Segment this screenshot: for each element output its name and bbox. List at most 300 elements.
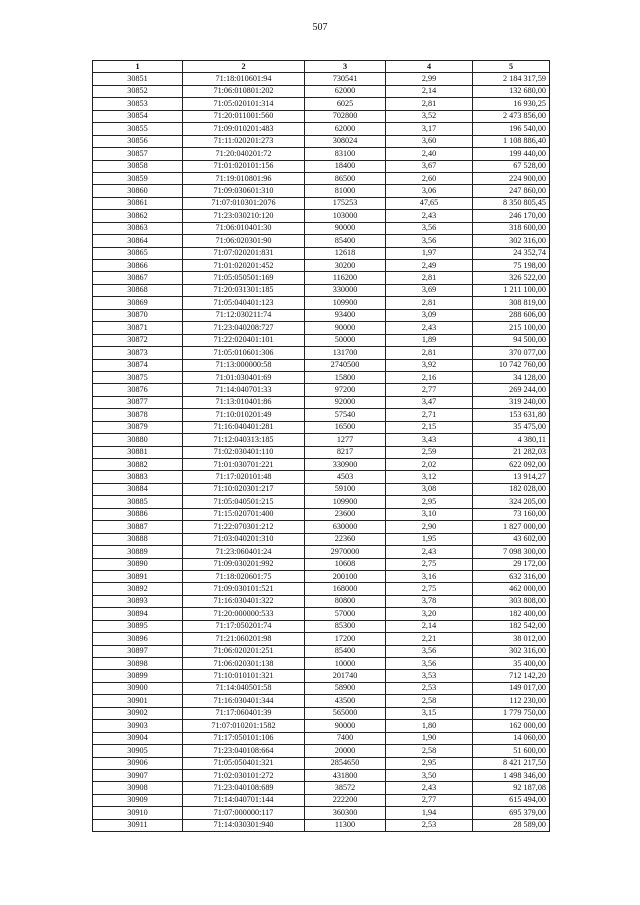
table-cell-col-3: 90000 <box>305 322 386 334</box>
table-cell-col-4: 3,20 <box>386 608 473 620</box>
table-cell-col-3: 38572 <box>305 782 386 794</box>
table-cell-col-3: 630000 <box>305 521 386 533</box>
table-cell-col-5: 302 316,00 <box>473 235 550 247</box>
table-row <box>93 135 550 147</box>
table-cell-col-2: 71:05:040401:123 <box>183 297 305 309</box>
table-cell-col-5: 13 914,27 <box>473 471 550 483</box>
table-cell-col-3: 308024 <box>305 135 386 147</box>
table-cell-col-2: 71:07:000000:117 <box>183 807 305 819</box>
table-cell-col-1: 30906 <box>93 757 183 769</box>
table-cell-col-2: 71:23:040108:664 <box>183 745 305 757</box>
table-cell-col-2: 71:17:050101:106 <box>183 732 305 744</box>
table-row <box>93 334 550 346</box>
table-cell-col-3: 16500 <box>305 421 386 433</box>
table-row <box>93 533 550 545</box>
table-cell-col-3: 93400 <box>305 309 386 321</box>
table-cell-col-2: 71:23:030210:120 <box>183 210 305 222</box>
table-cell-col-2: 71:22:020401:101 <box>183 334 305 346</box>
table-cell-col-1: 30904 <box>93 732 183 744</box>
table-cell-col-3: 59100 <box>305 483 386 495</box>
table-row <box>93 595 550 607</box>
table-cell-col-4: 3,43 <box>386 434 473 446</box>
table-cell-col-4: 2,49 <box>386 260 473 272</box>
table-cell-col-5: 632 316,00 <box>473 570 550 582</box>
table-cell-col-2: 71:18:020601:75 <box>183 570 305 582</box>
table-cell-col-5: 112 230,00 <box>473 695 550 707</box>
table-cell-col-1: 30885 <box>93 496 183 508</box>
table-cell-col-3: 4503 <box>305 471 386 483</box>
table-cell-col-4: 2,58 <box>386 745 473 757</box>
table-cell-col-5: 73 160,00 <box>473 508 550 520</box>
table-cell-col-5: 182 542,00 <box>473 620 550 632</box>
table-cell-col-2: 71:05:020101:314 <box>183 98 305 110</box>
table-row <box>93 123 550 135</box>
table-cell-col-3: 11300 <box>305 819 386 831</box>
table-cell-col-4: 2,81 <box>386 272 473 284</box>
table-cell-col-5: 196 540,00 <box>473 123 550 135</box>
table-cell-col-5: 132 680,00 <box>473 85 550 97</box>
table-cell-col-4: 3,56 <box>386 658 473 670</box>
table-cell-col-5: 622 092,00 <box>473 459 550 471</box>
table-cell-col-5: 462 000,00 <box>473 583 550 595</box>
table-cell-col-1: 30870 <box>93 309 183 321</box>
table-cell-col-3: 330900 <box>305 459 386 471</box>
table-row <box>93 185 550 197</box>
data-table <box>92 60 550 832</box>
table-cell-col-2: 71:01:020101:156 <box>183 160 305 172</box>
table-cell-col-5: 21 282,03 <box>473 446 550 458</box>
table-cell-col-2: 71:09:010201:483 <box>183 123 305 135</box>
table-cell-col-4: 3,09 <box>386 309 473 321</box>
table-row <box>93 757 550 769</box>
table-cell-col-4: 1,90 <box>386 732 473 744</box>
table-cell-col-2: 71:17:020101:48 <box>183 471 305 483</box>
table-cell-col-3: 12618 <box>305 247 386 259</box>
table-cell-col-3: 565000 <box>305 707 386 719</box>
table-cell-col-2: 71:20:000000:533 <box>183 608 305 620</box>
table-row <box>93 284 550 296</box>
table-cell-col-3: 222200 <box>305 794 386 806</box>
table-cell-col-1: 30889 <box>93 546 183 558</box>
table-cell-col-2: 71:15:020701:400 <box>183 508 305 520</box>
table-cell-col-4: 2,40 <box>386 148 473 160</box>
table-cell-col-5: 10 742 760,00 <box>473 359 550 371</box>
table-row <box>93 682 550 694</box>
table-row <box>93 85 550 97</box>
table-row <box>93 819 550 831</box>
table-cell-col-1: 30910 <box>93 807 183 819</box>
table-cell-col-1: 30864 <box>93 235 183 247</box>
table-cell-col-3: 97200 <box>305 384 386 396</box>
table-cell-col-5: 246 170,00 <box>473 210 550 222</box>
table-cell-col-2: 71:11:020201:273 <box>183 135 305 147</box>
table-row <box>93 210 550 222</box>
table-cell-col-3: 730541 <box>305 73 386 85</box>
table-cell-col-2: 71:17:060401:39 <box>183 707 305 719</box>
table-row <box>93 73 550 85</box>
table-cell-col-4: 3,52 <box>386 110 473 122</box>
table-row <box>93 247 550 259</box>
table-cell-col-1: 30883 <box>93 471 183 483</box>
table-cell-col-3: 6025 <box>305 98 386 110</box>
table-cell-col-2: 71:05:010601:306 <box>183 347 305 359</box>
table-cell-col-1: 30867 <box>93 272 183 284</box>
table-cell-col-5: 24 352,74 <box>473 247 550 259</box>
table-row <box>93 384 550 396</box>
table-cell-col-1: 30876 <box>93 384 183 396</box>
table-cell-col-4: 2,14 <box>386 620 473 632</box>
table-cell-col-3: 15800 <box>305 371 386 383</box>
table-row <box>93 782 550 794</box>
table-cell-col-2: 71:22:070301:212 <box>183 521 305 533</box>
table-cell-col-1: 30888 <box>93 533 183 545</box>
table-row <box>93 272 550 284</box>
table-cell-col-5: 16 930,25 <box>473 98 550 110</box>
table-row <box>93 670 550 682</box>
table-cell-col-3: 330000 <box>305 284 386 296</box>
table-cell-col-4: 47,65 <box>386 197 473 209</box>
table-cell-col-3: 86500 <box>305 172 386 184</box>
table-cell-col-2: 71:12:030211:74 <box>183 309 305 321</box>
table-row <box>93 160 550 172</box>
table-cell-col-3: 18400 <box>305 160 386 172</box>
table-cell-col-5: 199 440,00 <box>473 148 550 160</box>
table-cell-col-3: 90000 <box>305 720 386 732</box>
column-header-4: 4 <box>386 61 473 73</box>
table-cell-col-3: 85300 <box>305 620 386 632</box>
table-cell-col-5: 182 400,00 <box>473 608 550 620</box>
table-row <box>93 371 550 383</box>
table-cell-col-1: 30911 <box>93 819 183 831</box>
table-cell-col-3: 702800 <box>305 110 386 122</box>
table-cell-col-2: 71:13:010401:86 <box>183 396 305 408</box>
table-cell-col-3: 360300 <box>305 807 386 819</box>
table-cell-col-5: 2 184 317,59 <box>473 73 550 85</box>
table-cell-col-3: 62000 <box>305 123 386 135</box>
table-cell-col-5: 308 819,00 <box>473 297 550 309</box>
table-row <box>93 459 550 471</box>
table-cell-col-4: 2,77 <box>386 794 473 806</box>
table-cell-col-4: 2,75 <box>386 583 473 595</box>
table-cell-col-3: 80800 <box>305 595 386 607</box>
table-cell-col-1: 30875 <box>93 371 183 383</box>
table-cell-col-3: 103000 <box>305 210 386 222</box>
table-cell-col-2: 71:09:030201:992 <box>183 558 305 570</box>
table-cell-col-2: 71:05:050401:321 <box>183 757 305 769</box>
table-cell-col-2: 71:09:030601:310 <box>183 185 305 197</box>
table-cell-col-5: 38 012,00 <box>473 633 550 645</box>
table-cell-col-4: 3,69 <box>386 284 473 296</box>
table-cell-col-1: 30896 <box>93 633 183 645</box>
table-cell-col-5: 2 473 856,00 <box>473 110 550 122</box>
table-cell-col-1: 30902 <box>93 707 183 719</box>
table-cell-col-4: 3,47 <box>386 396 473 408</box>
table-cell-col-5: 324 205,00 <box>473 496 550 508</box>
table-cell-col-1: 30851 <box>93 73 183 85</box>
table-cell-col-4: 3,08 <box>386 483 473 495</box>
table-cell-col-1: 30865 <box>93 247 183 259</box>
table-cell-col-5: 695 379,00 <box>473 807 550 819</box>
table-cell-col-5: 615 494,00 <box>473 794 550 806</box>
table-cell-col-1: 30866 <box>93 260 183 272</box>
table-cell-col-5: 224 900,00 <box>473 172 550 184</box>
table-cell-col-1: 30854 <box>93 110 183 122</box>
table-cell-col-1: 30877 <box>93 396 183 408</box>
table-cell-col-4: 2,21 <box>386 633 473 645</box>
table-cell-col-1: 30900 <box>93 682 183 694</box>
table-cell-col-1: 30898 <box>93 658 183 670</box>
table-cell-col-4: 2,43 <box>386 782 473 794</box>
table-cell-col-2: 71:23:040208:727 <box>183 322 305 334</box>
table-cell-col-1: 30890 <box>93 558 183 570</box>
table-cell-col-4: 2,81 <box>386 297 473 309</box>
table-cell-col-1: 30869 <box>93 297 183 309</box>
table-cell-col-3: 109900 <box>305 496 386 508</box>
table-row <box>93 658 550 670</box>
column-header-2: 2 <box>183 61 305 73</box>
table-cell-col-4: 1,80 <box>386 720 473 732</box>
table-row <box>93 807 550 819</box>
table-cell-col-2: 71:01:020201:452 <box>183 260 305 272</box>
table-cell-col-4: 3,56 <box>386 235 473 247</box>
table-cell-col-2: 71:06:010801:202 <box>183 85 305 97</box>
table-cell-col-3: 10608 <box>305 558 386 570</box>
table-row <box>93 471 550 483</box>
table-cell-col-3: 431800 <box>305 769 386 781</box>
table-row <box>93 695 550 707</box>
table-cell-col-4: 3,12 <box>386 471 473 483</box>
table-cell-col-3: 168000 <box>305 583 386 595</box>
page-number: 507 <box>312 22 328 33</box>
table-cell-col-5: 29 172,00 <box>473 558 550 570</box>
table-cell-col-2: 71:03:040201:310 <box>183 533 305 545</box>
table-cell-col-2: 71:13:000000:58 <box>183 359 305 371</box>
table-cell-col-4: 3,10 <box>386 508 473 520</box>
table-row <box>93 148 550 160</box>
table-cell-col-1: 30897 <box>93 645 183 657</box>
table-cell-col-5: 182 028,00 <box>473 483 550 495</box>
table-cell-col-2: 71:05:040501:215 <box>183 496 305 508</box>
table-row <box>93 260 550 272</box>
table-cell-col-4: 3,56 <box>386 222 473 234</box>
table-cell-col-2: 71:14:040701:33 <box>183 384 305 396</box>
table-row <box>93 570 550 582</box>
table-cell-col-3: 22360 <box>305 533 386 545</box>
table-cell-col-2: 71:20:011001:560 <box>183 110 305 122</box>
table-cell-col-5: 247 860,00 <box>473 185 550 197</box>
table-cell-col-4: 2,14 <box>386 85 473 97</box>
table-row <box>93 396 550 408</box>
table-cell-col-3: 57000 <box>305 608 386 620</box>
table-cell-col-1: 30855 <box>93 123 183 135</box>
table-cell-col-2: 71:19:010801:96 <box>183 172 305 184</box>
table-cell-col-3: 30200 <box>305 260 386 272</box>
table-cell-col-4: 3,92 <box>386 359 473 371</box>
table-cell-col-5: 215 100,00 <box>473 322 550 334</box>
table-cell-col-5: 302 316,00 <box>473 645 550 657</box>
table-cell-col-5: 288 606,00 <box>473 309 550 321</box>
table-cell-col-1: 30873 <box>93 347 183 359</box>
table-cell-col-4: 2,02 <box>386 459 473 471</box>
table-cell-col-1: 30863 <box>93 222 183 234</box>
table-cell-col-3: 7400 <box>305 732 386 744</box>
table-cell-col-5: 318 600,00 <box>473 222 550 234</box>
table-cell-col-1: 30880 <box>93 434 183 446</box>
table-cell-col-1: 30872 <box>93 334 183 346</box>
table-cell-col-1: 30886 <box>93 508 183 520</box>
table-cell-col-4: 1,94 <box>386 807 473 819</box>
table-row <box>93 508 550 520</box>
table-cell-col-1: 30853 <box>93 98 183 110</box>
table-row <box>93 222 550 234</box>
table-cell-col-3: 90000 <box>305 222 386 234</box>
table-cell-col-4: 2,95 <box>386 496 473 508</box>
table-row <box>93 110 550 122</box>
table-cell-col-4: 1,89 <box>386 334 473 346</box>
table-cell-col-1: 30893 <box>93 595 183 607</box>
table-row <box>93 769 550 781</box>
table-cell-col-1: 30894 <box>93 608 183 620</box>
table-cell-col-4: 3,50 <box>386 769 473 781</box>
table-cell-col-2: 71:06:020301:138 <box>183 658 305 670</box>
table-cell-col-3: 131700 <box>305 347 386 359</box>
table-cell-col-1: 30858 <box>93 160 183 172</box>
table-header-row <box>93 61 550 73</box>
table-row <box>93 583 550 595</box>
table-cell-col-5: 35 475,00 <box>473 421 550 433</box>
table-cell-col-1: 30871 <box>93 322 183 334</box>
table-cell-col-5: 1 498 346,00 <box>473 769 550 781</box>
table-cell-col-4: 3,60 <box>386 135 473 147</box>
table-cell-col-3: 2970000 <box>305 546 386 558</box>
table-cell-col-3: 10000 <box>305 658 386 670</box>
table-cell-col-1: 30899 <box>93 670 183 682</box>
table-cell-col-4: 3,15 <box>386 707 473 719</box>
table-cell-col-5: 326 522,00 <box>473 272 550 284</box>
table-cell-col-3: 201740 <box>305 670 386 682</box>
table-cell-col-4: 3,06 <box>386 185 473 197</box>
table-cell-col-2: 71:21:060201:98 <box>183 633 305 645</box>
table-cell-col-5: 1 211 100,00 <box>473 284 550 296</box>
table-cell-col-5: 51 600,00 <box>473 745 550 757</box>
table-cell-col-1: 30881 <box>93 446 183 458</box>
table-row <box>93 645 550 657</box>
table-cell-col-1: 30903 <box>93 720 183 732</box>
table-row <box>93 707 550 719</box>
table-cell-col-2: 71:07:010201:1582 <box>183 720 305 732</box>
table-row <box>93 745 550 757</box>
table-cell-col-4: 2,81 <box>386 98 473 110</box>
table-cell-col-3: 1277 <box>305 434 386 446</box>
table-row <box>93 496 550 508</box>
table-cell-col-2: 71:07:010301:2076 <box>183 197 305 209</box>
table-cell-col-2: 71:16:030401:322 <box>183 595 305 607</box>
table-cell-col-4: 2,15 <box>386 421 473 433</box>
table-cell-col-4: 2,75 <box>386 558 473 570</box>
table-cell-col-1: 30868 <box>93 284 183 296</box>
table-cell-col-4: 2,43 <box>386 322 473 334</box>
table-cell-col-5: 28 589,00 <box>473 819 550 831</box>
table-cell-col-2: 71:01:030701:221 <box>183 459 305 471</box>
table-cell-col-2: 71:06:020301:90 <box>183 235 305 247</box>
table-row <box>93 421 550 433</box>
table-cell-col-4: 2,95 <box>386 757 473 769</box>
table-cell-col-3: 2854650 <box>305 757 386 769</box>
table-cell-col-5: 1 827 000,00 <box>473 521 550 533</box>
table-cell-col-2: 71:23:060401:24 <box>183 546 305 558</box>
table-cell-col-2: 71:14:030301:940 <box>183 819 305 831</box>
table-cell-col-4: 2,16 <box>386 371 473 383</box>
table-cell-col-2: 71:10:020301:217 <box>183 483 305 495</box>
table-cell-col-1: 30907 <box>93 769 183 781</box>
table-row <box>93 235 550 247</box>
table-cell-col-3: 2740500 <box>305 359 386 371</box>
table-row <box>93 558 550 570</box>
table-cell-col-4: 2,58 <box>386 695 473 707</box>
table-cell-col-1: 30905 <box>93 745 183 757</box>
table-cell-col-5: 4 380,11 <box>473 434 550 446</box>
table-cell-col-1: 30884 <box>93 483 183 495</box>
table-cell-col-5: 1 779 750,00 <box>473 707 550 719</box>
table-row <box>93 732 550 744</box>
table-cell-col-2: 71:07:020201:831 <box>183 247 305 259</box>
table-cell-col-3: 62000 <box>305 85 386 97</box>
table-cell-col-4: 2,59 <box>386 446 473 458</box>
table-cell-col-1: 30882 <box>93 459 183 471</box>
column-header-1: 1 <box>93 61 183 73</box>
table-cell-col-3: 20000 <box>305 745 386 757</box>
table-row <box>93 521 550 533</box>
table-cell-col-1: 30861 <box>93 197 183 209</box>
table-cell-col-4: 3,16 <box>386 570 473 582</box>
table-row <box>93 546 550 558</box>
table-cell-col-4: 3,78 <box>386 595 473 607</box>
table-cell-col-5: 67 528,00 <box>473 160 550 172</box>
table-cell-col-2: 71:02:030101:272 <box>183 769 305 781</box>
table-cell-col-3: 175253 <box>305 197 386 209</box>
table-cell-col-3: 116200 <box>305 272 386 284</box>
table-cell-col-3: 85400 <box>305 645 386 657</box>
table-row <box>93 322 550 334</box>
table-cell-col-2: 71:17:050201:74 <box>183 620 305 632</box>
table-cell-col-1: 30891 <box>93 570 183 582</box>
table-cell-col-5: 1 108 886,40 <box>473 135 550 147</box>
table-row <box>93 446 550 458</box>
table-cell-col-2: 71:20:040201:72 <box>183 148 305 160</box>
table-cell-col-2: 71:16:040401:281 <box>183 421 305 433</box>
table-cell-col-5: 319 240,00 <box>473 396 550 408</box>
table-cell-col-2: 71:10:010101:321 <box>183 670 305 682</box>
table-cell-col-2: 71:06:010401:30 <box>183 222 305 234</box>
table-row <box>93 172 550 184</box>
table-cell-col-2: 71:16:030401:344 <box>183 695 305 707</box>
table-row <box>93 359 550 371</box>
table-cell-col-2: 71:01:030401:69 <box>183 371 305 383</box>
table-cell-col-5: 92 187,08 <box>473 782 550 794</box>
table-row <box>93 794 550 806</box>
table-cell-col-1: 30892 <box>93 583 183 595</box>
table-cell-col-4: 2,53 <box>386 682 473 694</box>
table-cell-col-3: 200100 <box>305 570 386 582</box>
table-cell-col-5: 14 060,00 <box>473 732 550 744</box>
data-table-container <box>92 60 549 832</box>
table-cell-col-5: 43 602,00 <box>473 533 550 545</box>
table-cell-col-5: 94 500,00 <box>473 334 550 346</box>
table-cell-col-5: 269 244,00 <box>473 384 550 396</box>
table-cell-col-4: 3,17 <box>386 123 473 135</box>
table-cell-col-4: 1,95 <box>386 533 473 545</box>
table-cell-col-4: 2,90 <box>386 521 473 533</box>
